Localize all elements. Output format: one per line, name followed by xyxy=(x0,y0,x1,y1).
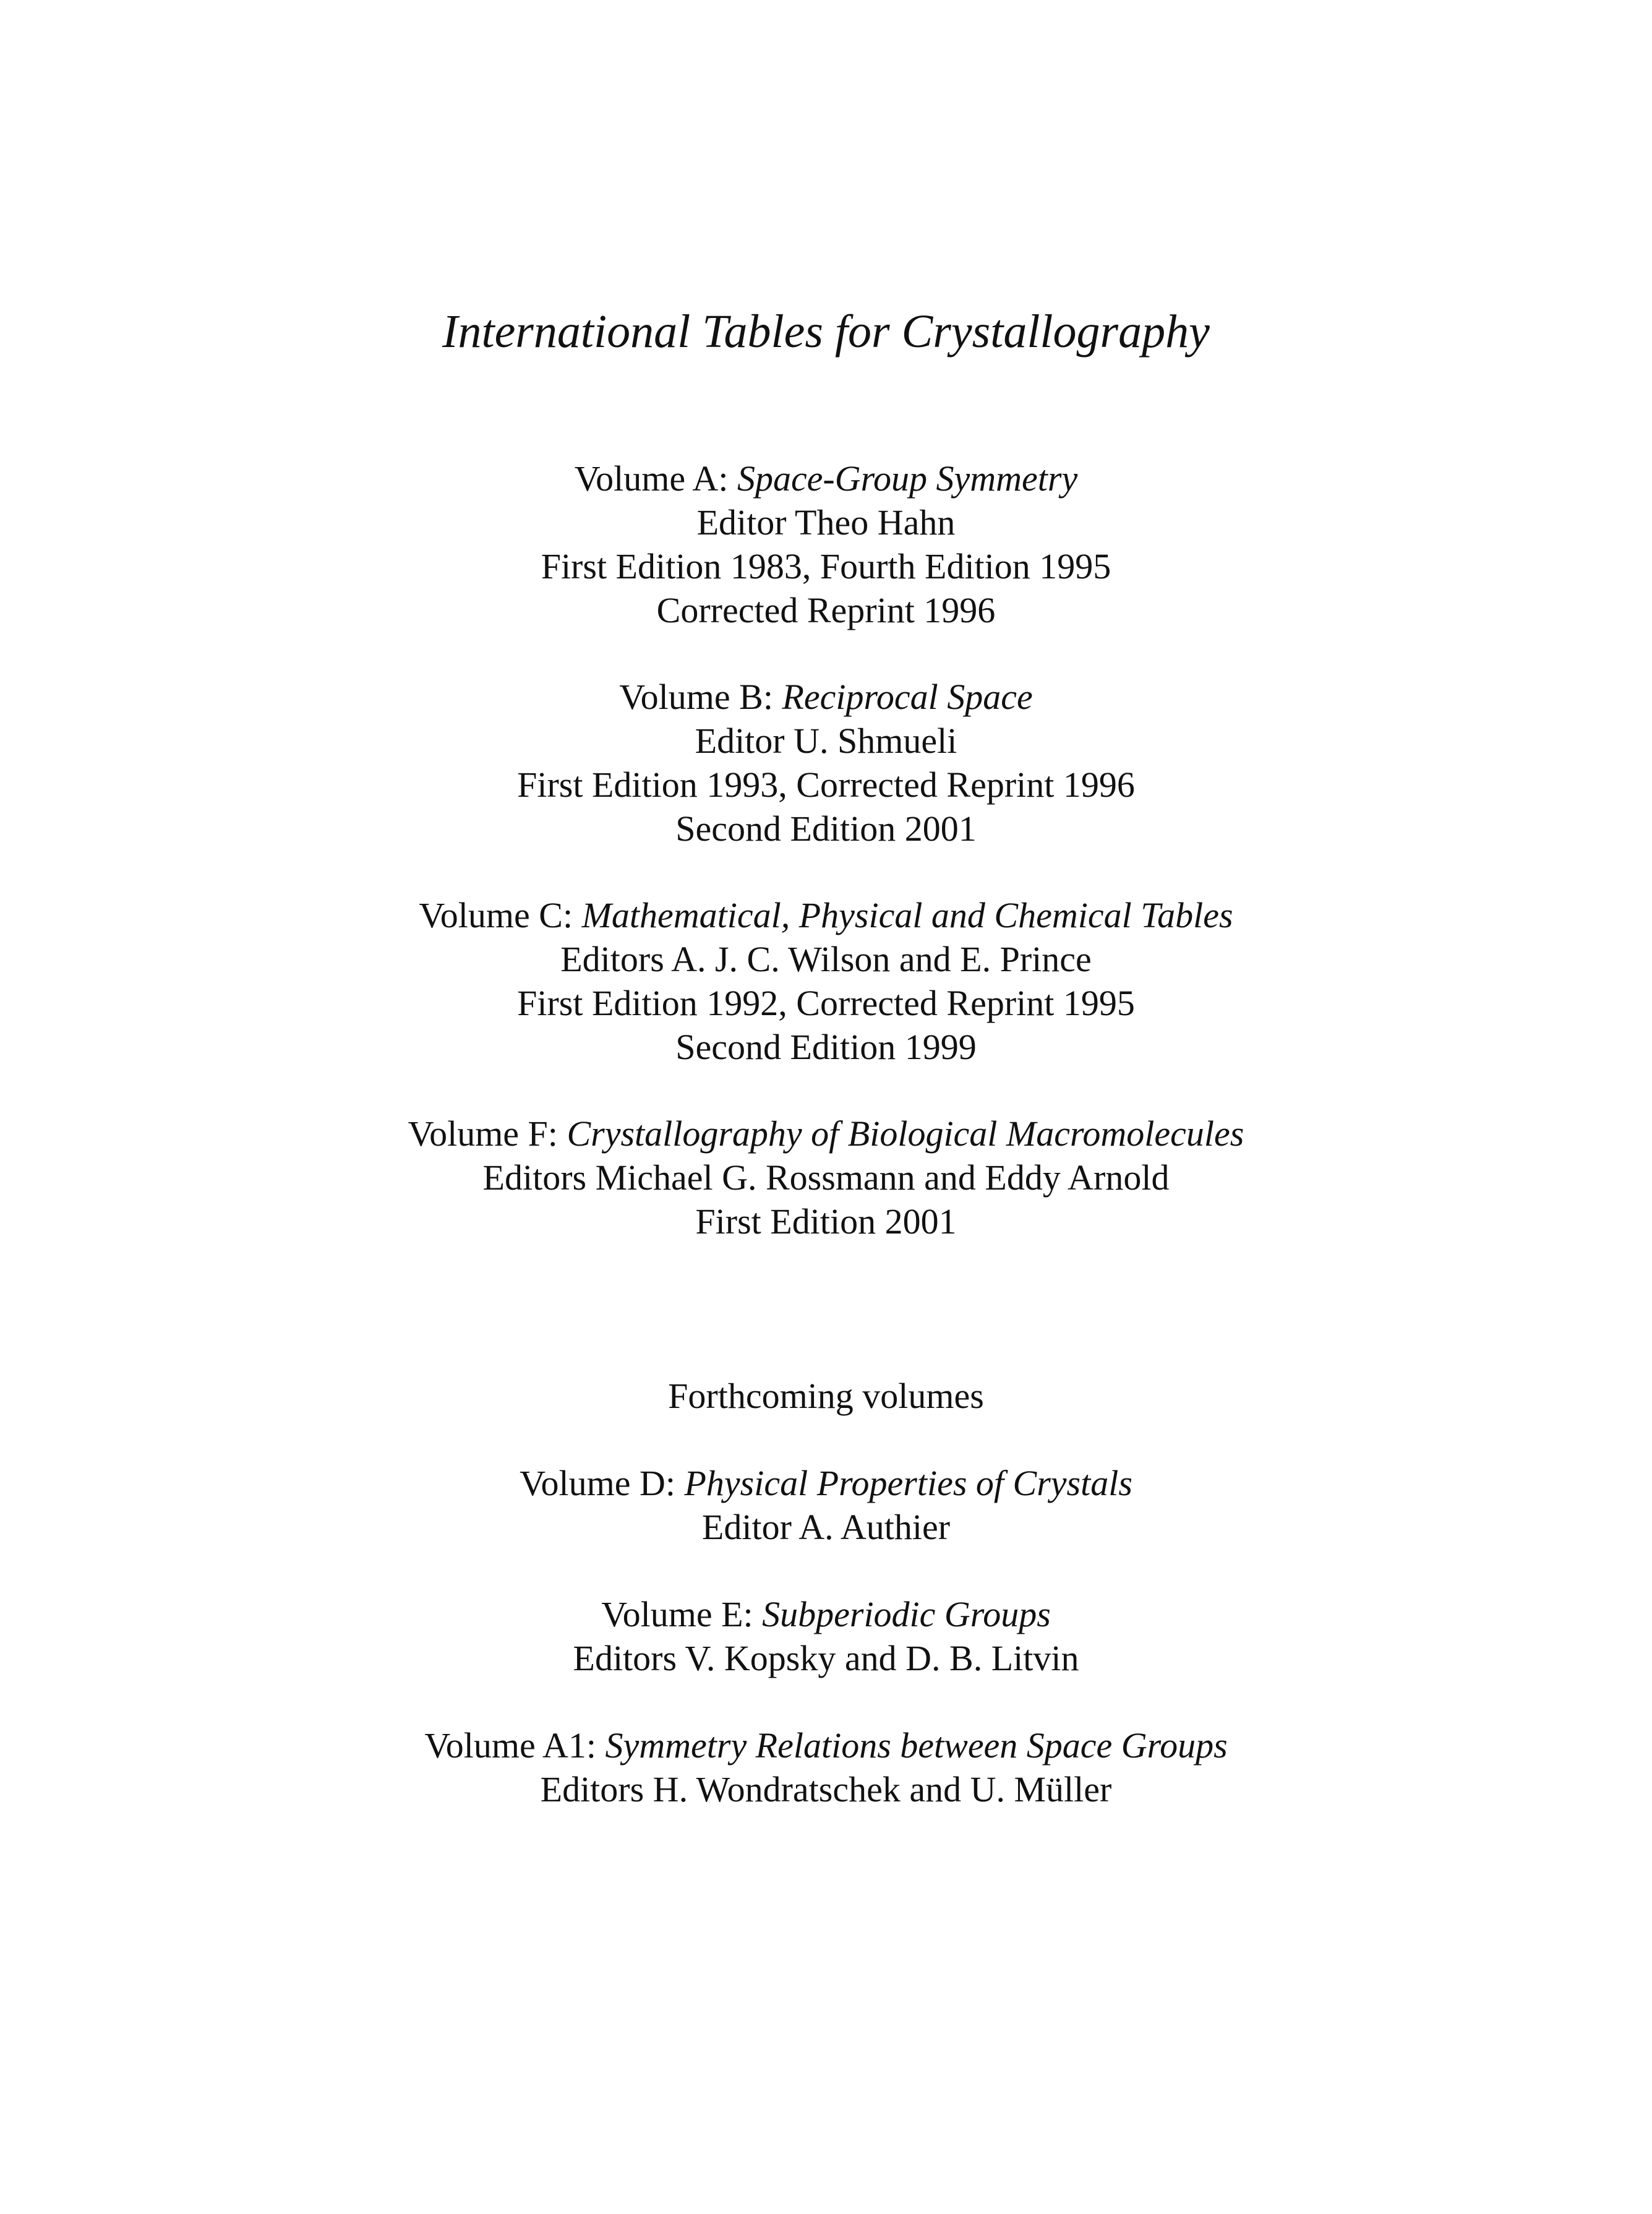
volume-label: Volume F: xyxy=(408,1113,567,1154)
volume-b-entry xyxy=(0,675,1652,851)
volume-e-entry xyxy=(0,1592,1652,1680)
forthcoming-heading xyxy=(0,1374,1652,1418)
volume-label: Volume A1: xyxy=(424,1725,606,1766)
volume-heading xyxy=(0,893,1652,937)
edition-line: First Edition 1992, Corrected Reprint 1995 xyxy=(517,983,1135,1023)
volume-heading xyxy=(0,1461,1652,1505)
series-title: International Tables for Crystallography xyxy=(442,306,1210,358)
editor-line: Editors V. Kopsky and D. B. Litvin xyxy=(573,1638,1079,1678)
volume-label: Volume E: xyxy=(601,1594,763,1634)
edition-line: First Edition 1993, Corrected Reprint 1996 xyxy=(517,765,1135,805)
editor-line: Editors Michael G. Rossmann and Eddy Arnold xyxy=(482,1157,1170,1198)
volume-a-entry xyxy=(0,457,1652,632)
volume-label: Volume C: xyxy=(419,895,582,935)
editor-line: Editor A. Authier xyxy=(701,1507,951,1547)
volume-title: Physical Properties of Crystals xyxy=(684,1463,1132,1503)
editor-line: Editors A. J. C. Wilson and E. Prince xyxy=(560,939,1092,979)
volume-heading xyxy=(0,1112,1652,1156)
edition-line: First Edition 2001 xyxy=(695,1201,957,1242)
editor-line: Editors H. Wondratschek and U. Müller xyxy=(540,1769,1112,1809)
edition-line: Corrected Reprint 1996 xyxy=(656,590,996,630)
volume-title: Symmetry Relations between Space Groups xyxy=(605,1725,1228,1766)
volume-label: Volume B: xyxy=(619,677,782,717)
volume-f-entry xyxy=(0,1112,1652,1243)
edition-line: Second Edition 1999 xyxy=(675,1027,977,1067)
volume-title: Reciprocal Space xyxy=(782,677,1033,717)
volume-c-entry xyxy=(0,893,1652,1069)
volume-label: Volume D: xyxy=(520,1463,685,1503)
volume-title: Space-Group Symmetry xyxy=(737,458,1078,499)
volume-heading xyxy=(0,1723,1652,1767)
volume-a1-entry xyxy=(0,1723,1652,1811)
volume-title: Subperiodic Groups xyxy=(762,1594,1051,1634)
editor-line: Editor U. Shmueli xyxy=(695,721,957,761)
volume-label: Volume A: xyxy=(574,458,737,499)
editor-line: Editor Theo Hahn xyxy=(696,502,956,543)
edition-line: Second Edition 2001 xyxy=(675,809,977,849)
forthcoming-heading-text: Forthcoming volumes xyxy=(668,1376,984,1416)
volume-title: Crystallography of Biological Macromolecules xyxy=(567,1113,1244,1154)
volume-heading xyxy=(0,457,1652,500)
volume-d-entry xyxy=(0,1461,1652,1549)
edition-line: First Edition 1983, Fourth Edition 1995 xyxy=(541,546,1111,586)
volume-title: Mathematical, Physical and Chemical Tables xyxy=(581,895,1233,935)
volume-heading xyxy=(0,675,1652,719)
volume-heading xyxy=(0,1592,1652,1636)
